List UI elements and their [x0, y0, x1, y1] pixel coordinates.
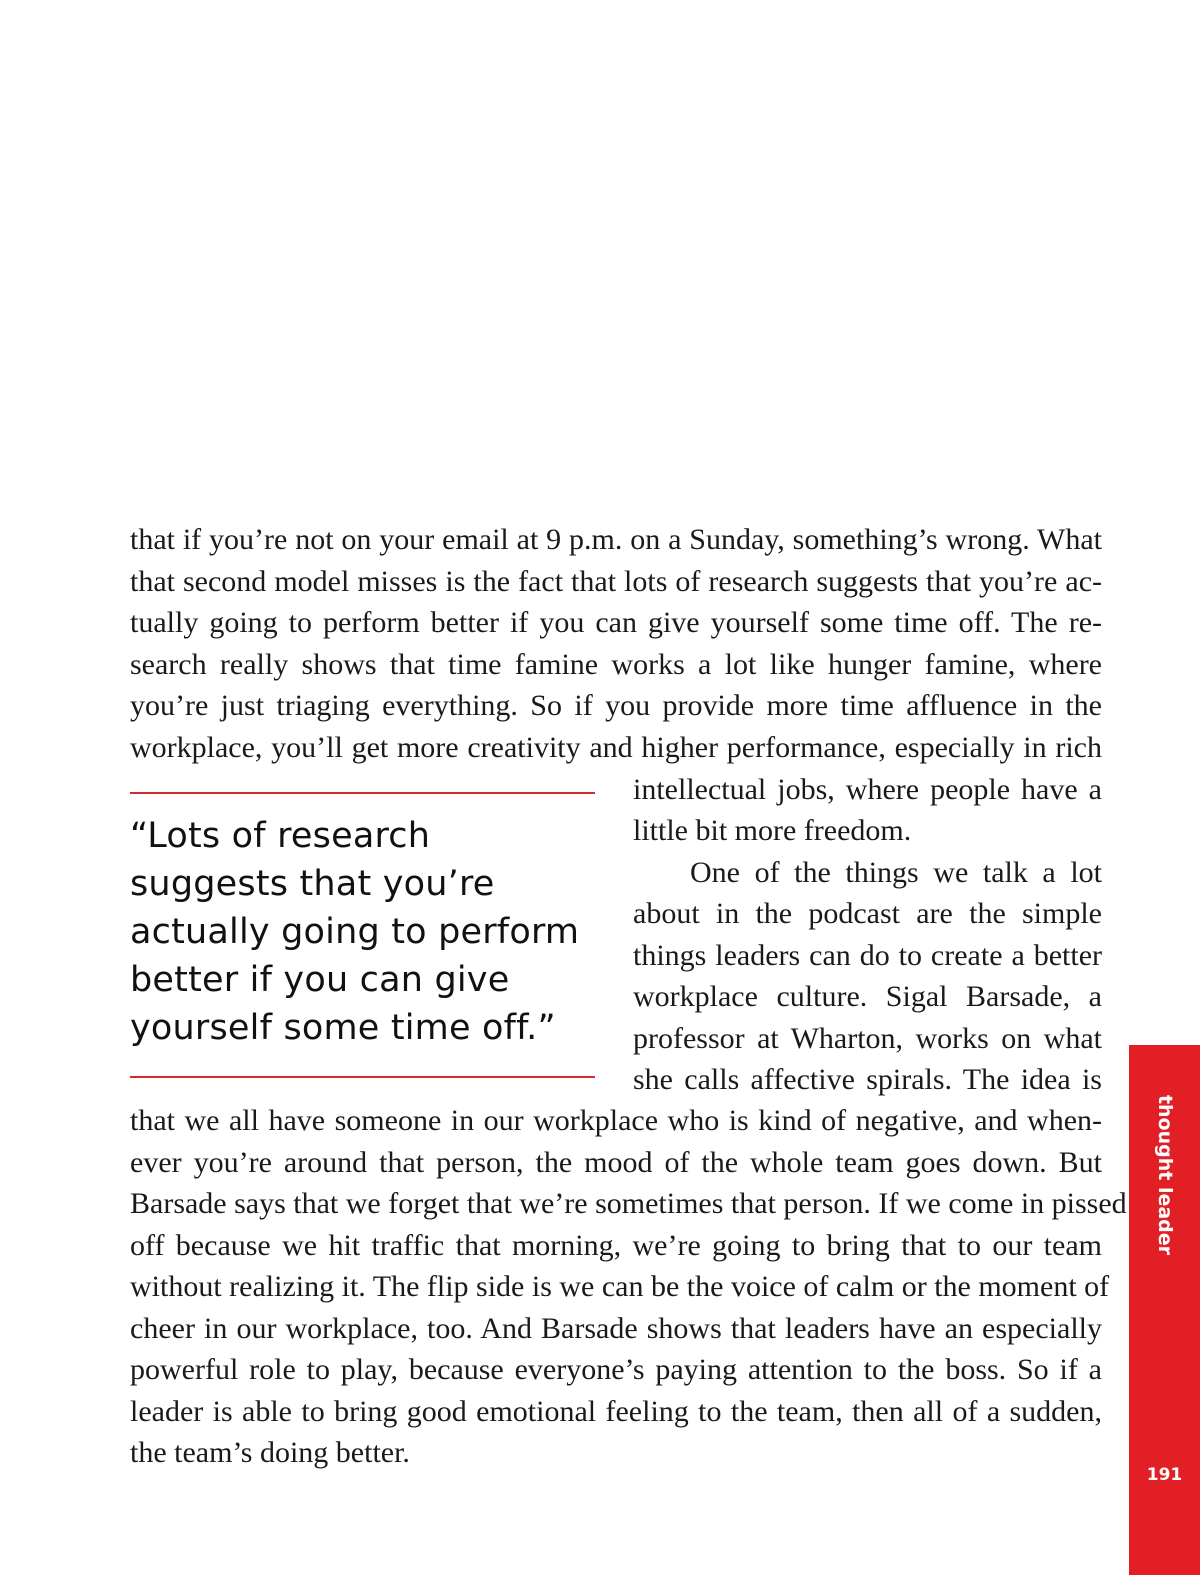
body-line: workplace, you’ll get more creativity and higher performance, especially in rich — [130, 731, 1102, 764]
body-line: intellectual jobs, where people have a — [633, 773, 1102, 806]
body-line: that second model misses is the fact that lots of research suggests that you’re ac- — [130, 565, 1102, 598]
pull-quote-line: “Lots of research — [130, 816, 431, 856]
body-line: you’re just triaging everything. So if you provide more time affluence in the — [130, 689, 1102, 722]
section-tab-label — [1129, 1045, 1200, 1305]
body-line: Barsade says that we forget that we’re sometimes that person. If we come in pissed — [130, 1187, 1127, 1220]
pull-quote-line: suggests that you’re — [130, 864, 495, 904]
body-line: she calls affective spirals. The idea is — [633, 1063, 1102, 1096]
body-line: workplace culture. Sigal Barsade, a — [633, 980, 1102, 1013]
pull-quote-line: yourself some time off.” — [130, 1008, 556, 1048]
body-line: little bit more freedom. — [633, 814, 912, 847]
body-line: that if you’re not on your email at 9 p.m. on a Sunday, something’s wrong. What — [130, 523, 1102, 556]
body-line: tually going to perform better if you can give yourself some time off. The re- — [130, 606, 1102, 639]
body-line: that we all have someone in our workplace who is kind of negative, and when- — [130, 1104, 1102, 1137]
pull-quote-bottom-rule — [130, 1076, 595, 1078]
pull-quote-top-rule — [130, 792, 595, 794]
body-line: about in the podcast are the simple — [633, 897, 1102, 930]
body-line: powerful role to play, because everyone’s paying attention to the boss. So if a — [130, 1353, 1102, 1386]
pull-quote — [130, 812, 590, 1052]
pull-quote-line: actually going to perform — [130, 912, 580, 952]
section-tab-text: thought leader — [1153, 1094, 1176, 1256]
page-number: 191 — [1146, 1465, 1183, 1485]
body-line: leader is able to bring good emotional feeling to the team, then all of a sudden, — [130, 1395, 1102, 1428]
body-line: professor at Wharton, works on what — [633, 1022, 1102, 1055]
body-line: cheer in our workplace, too. And Barsade shows that leaders have an especially — [130, 1312, 1102, 1345]
body-line: ever you’re around that person, the mood of the whole team goes down. But — [130, 1146, 1102, 1179]
body-line: One of the things we talk a lot — [690, 856, 1102, 889]
body-line: the team’s doing better. — [130, 1436, 410, 1469]
body-line: without realizing it. The flip side is we can be the voice of calm or the moment of — [130, 1270, 1110, 1303]
body-line: off because we hit traffic that morning, we’re going to bring that to our team — [130, 1229, 1102, 1262]
pull-quote-line: better if you can give — [130, 960, 510, 1000]
body-line: things leaders can do to create a better — [633, 939, 1102, 972]
body-line: search really shows that time famine works a lot like hunger famine, where — [130, 648, 1102, 681]
